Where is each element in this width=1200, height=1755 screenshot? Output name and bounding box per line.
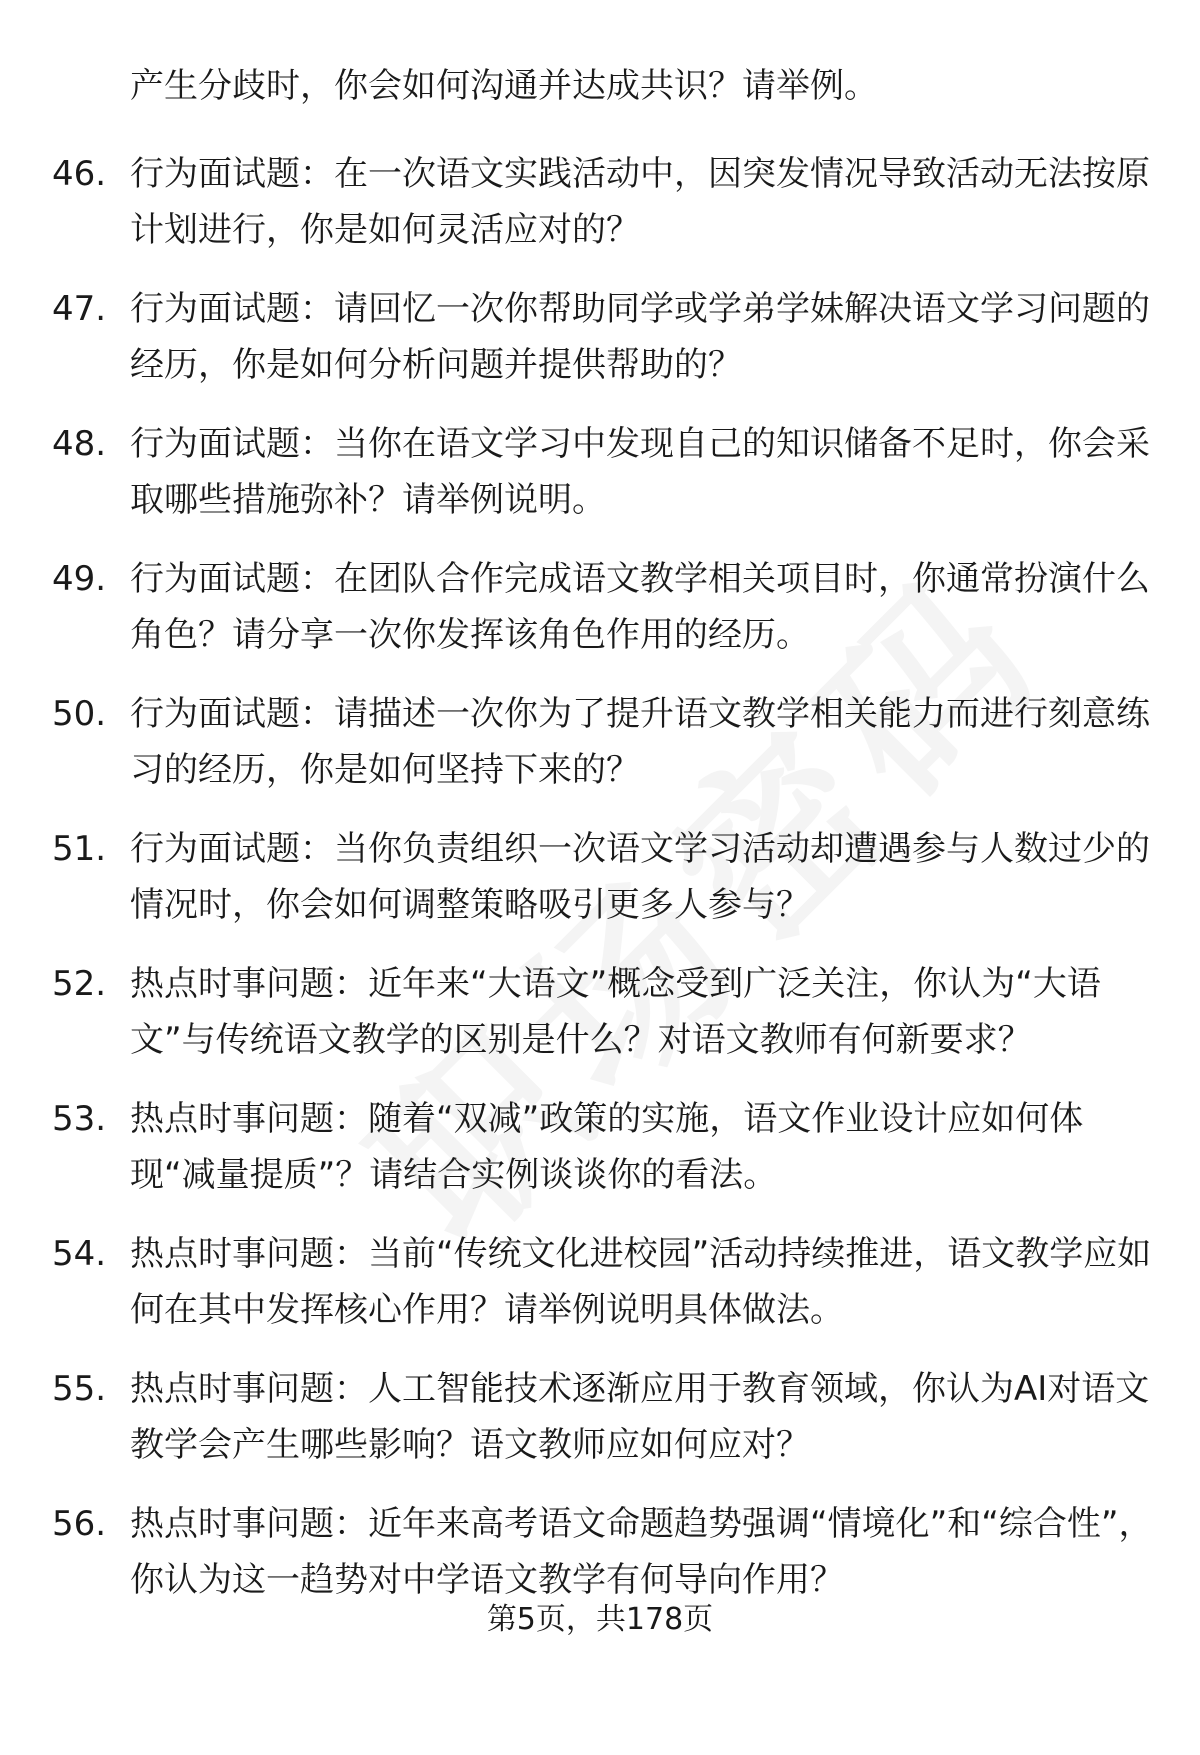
question-text: 热点时事问题：人工智能技术逐渐应用于教育领域，你认为AI对语文教学会产生哪些影响？语文教师应如何应对？ [130,1369,1150,1465]
page-footer: 第5页，共178页 [486,1602,714,1637]
question-number: 55. [52,1369,107,1409]
question-item [0,686,1160,798]
question-number: 54. [52,1234,107,1274]
question-text: 热点时事问题：随着“双减”政策的实施，语文作业设计应如何体现“减量提质”？请结合实例谈谈你的看法。 [130,1099,1084,1195]
question-text: 行为面试题：当你负责组织一次语文学习活动却遭遇参与人数过少的情况时，你会如何调整策略吸引更多人参与？ [130,829,1150,925]
question-text: 行为面试题：在一次语文实践活动中，因突发情况导致活动无法按原计划进行，你是如何灵活应对的？ [130,154,1150,250]
question-number: 46. [52,154,107,194]
question-item [0,1226,1160,1338]
question-item [0,1496,1160,1608]
question-list [0,146,1200,1631]
question-item [0,551,1160,663]
question-text: 行为面试题：请回忆一次你帮助同学或学弟学妹解决语文学习问题的经历，你是如何分析问题并提供帮助的？ [130,289,1150,385]
question-text: 行为面试题：请描述一次你为了提升语文教学相关能力而进行刻意练习的经历，你是如何坚持下来的？ [130,694,1150,790]
question-text: 热点时事问题：当前“传统文化进校园”活动持续推进，语文教学应如何在其中发挥核心作用？请举例说明具体做法。 [130,1234,1152,1330]
question-text: 热点时事问题：近年来“大语文”概念受到广泛关注，你认为“大语文”与传统语文教学的区别是什么？对语文教师有何新要求？ [130,964,1101,1060]
question-number: 56. [52,1504,107,1544]
question-item [0,146,1160,258]
question-number: 47. [52,289,107,329]
question-number: 48. [52,424,107,464]
question-text: 行为面试题：在团队合作完成语文教学相关项目时，你通常扮演什么角色？请分享一次你发挥该角色作用的经历。 [130,559,1150,655]
question-number: 51. [52,829,107,869]
question-text: 行为面试题：当你在语文学习中发现自己的知识储备不足时，你会采取哪些措施弥补？请举例说明。 [130,424,1150,520]
question-text: 热点时事问题：近年来高考语文命题趋势强调“情境化”和“综合性”，你认为这一趋势对中学语文教学有何导向作用？ [130,1504,1153,1600]
question-item [0,416,1160,528]
question-item [0,1361,1160,1473]
question-number: 49. [52,559,107,599]
question-number: 50. [52,694,107,734]
question-item [0,1091,1160,1203]
question-item [0,281,1160,393]
question-item [0,821,1160,933]
question-number: 52. [52,964,107,1004]
continuation-text: 产生分歧时，你会如何沟通并达成共识？请举例。 [130,66,878,106]
question-item [0,956,1160,1068]
question-number: 53. [52,1099,107,1139]
